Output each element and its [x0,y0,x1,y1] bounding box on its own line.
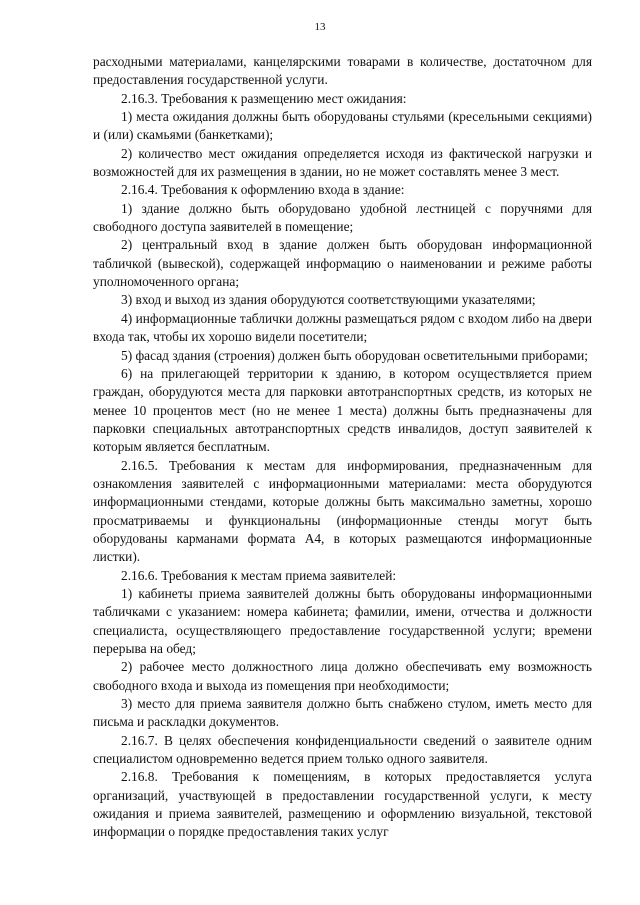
page-number: 13 [314,21,326,33]
section-heading-2-16-6: 2.16.6. Требования к местам приема заявителей: [121,567,397,583]
list-item: 2) количество мест ожидания определяется исходя из фактической нагрузки и возможностей для их размещения в здании, но не может составлять менее 3 мест. [93,145,592,180]
section-2-16-8: 2.16.8. Требования к помещениям, в которых предоставляется услуга организаций, участвующей в предоставлении государственной услуги, к месту ожидания и приема заявителей, размещению и оформлению визуальной, текстовой информации о порядке предоставления таких услуг [93,769,592,840]
list-item: 1) кабинеты приема заявителей должны быть оборудованы информационными табличками с указанием: номера кабинета; фамилии, имени, отчества и должности специалиста, осуществляющего предоставление государственной услуги; времени перерыва на обед; [93,585,592,656]
list-item: 5) фасад здания (строения) должен быть оборудован осветительными приборами; [121,347,588,363]
list-item: 1) здание должно быть оборудовано удобной лестницей с поручнями для свободного доступа заявителей в помещение; [93,200,592,235]
list-item: 2) рабочее место должностного лица должно обеспечивать ему возможность свободного входа и выхода из помещения при необходимости; [93,659,592,693]
list-item: 2) центральный вход в здание должен быть оборудован информационной табличкой (вывеской), содержащей информацию о наименовании и режиме работы уполномоченного органа; [93,237,592,290]
list-item: 6) на прилегающей территории к зданию, в котором осуществляется прием граждан, оборудуются места для парковки автотранспортных средств, из которых не менее 10 процентов мест (но не менее 1 места) должны быть предназначены для парковки специальных автотранспортных средств инвалидов, доступ заявителей к которым является бесплатным. [93,365,592,455]
section-heading-2-16-4: 2.16.4. Требования к оформлению входа в здание: [121,182,405,198]
section-2-16-5: 2.16.5. Требования к местам для информирования, предназначенным для ознакомления заявителей с информационными материалами: места оборудуются информационными стендами, которые должны быть максимально заметны, хорошо просматриваемы и функциональны (информационные стенды могут быть оборудованы карманами формата А4, в которых размещаются информационные листки). [93,457,592,565]
section-2-16-7: 2.16.7. В целях обеспечения конфиденциальности сведений о заявителе одним специалистом одновременно ведется прием только одного заявителя. [93,732,592,767]
list-item: 3) место для приема заявителя должно быть снабжено стулом, иметь место для письма и раскладки документов. [93,696,592,730]
section-heading-2-16-3: 2.16.3. Требования к размещению мест ожидания: [121,90,407,106]
list-item: 3) вход и выход из здания оборудуются соответствующими указателями; [121,292,536,308]
paragraph-continuation: расходными материалами, канцелярскими товарами в количестве, достаточном для предоставления государственной услуги. [93,54,592,88]
document-body [93,53,592,842]
list-item: 4) информационные таблички должны размещаться рядом с входом либо на двери входа так, чтобы их хорошо видели посетители; [93,310,592,345]
list-item: 1) места ожидания должны быть оборудованы стульями (кресельными секциями) и (или) скамьями (банкетками); [93,109,592,143]
